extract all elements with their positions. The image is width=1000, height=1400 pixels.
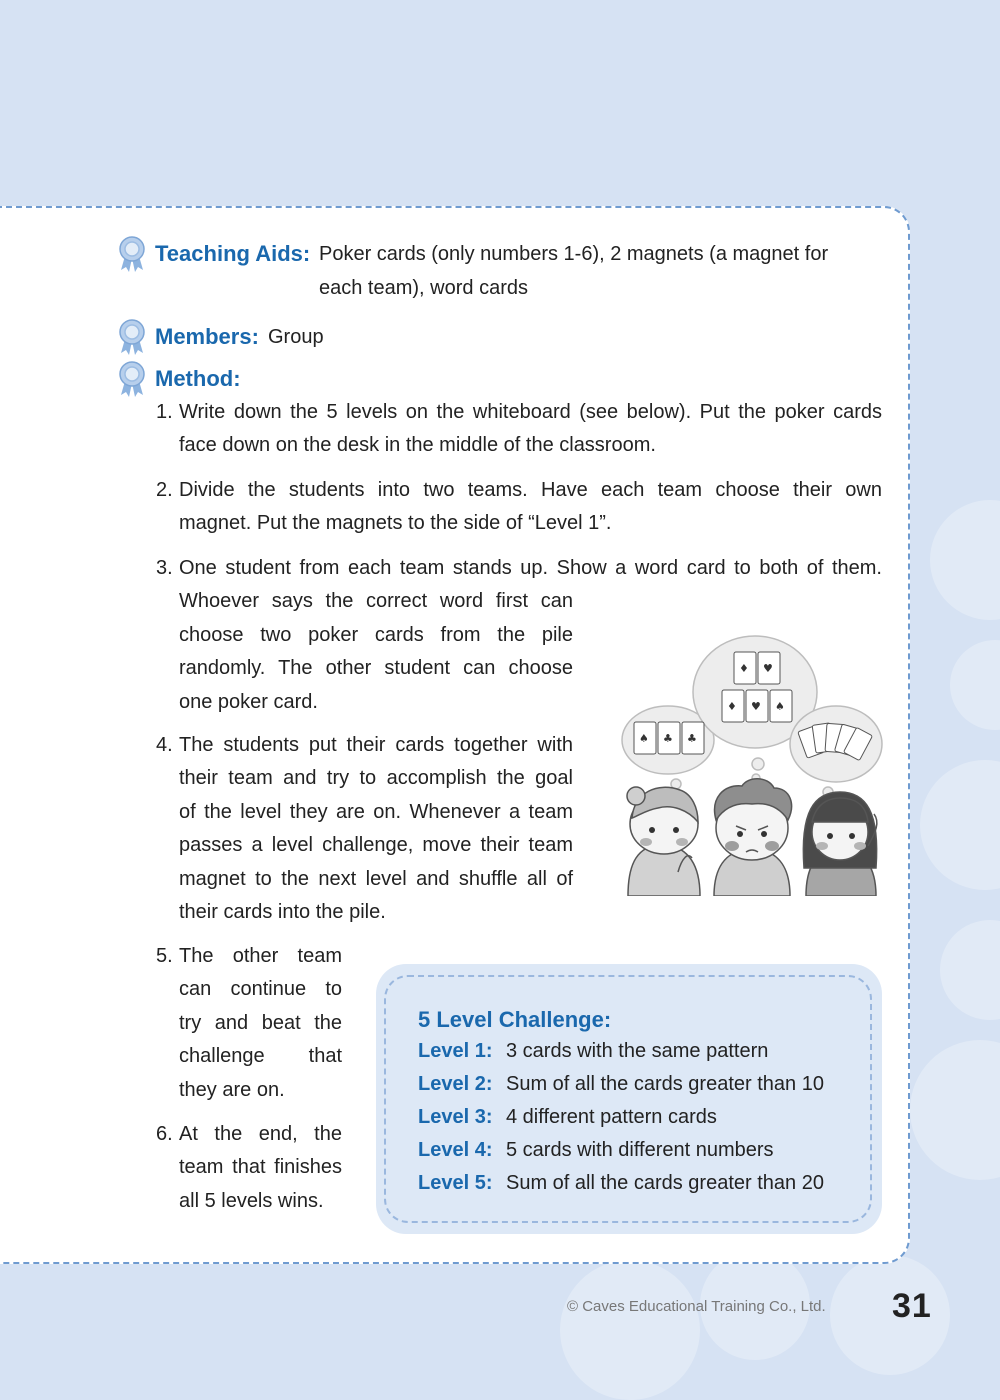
step-line: One student from each team stands up. Show a word card to both of them. xyxy=(179,557,882,579)
teaching-aids-label: Teaching Aids: xyxy=(155,241,311,266)
level-text: Sum of all the cards greater than 20 xyxy=(506,1172,824,1194)
step-line: At the end, the xyxy=(179,1123,342,1145)
step-line: face down on the desk in the middle of the classroom. xyxy=(179,434,656,457)
step-number: 6. xyxy=(156,1123,173,1145)
teaching-aids-line-2: each team), word cards xyxy=(319,277,528,299)
background-bubble xyxy=(910,1040,1000,1180)
level-row xyxy=(418,1172,824,1195)
ribbon-award-icon xyxy=(116,234,148,274)
members-label: Members: xyxy=(155,324,259,349)
level-row xyxy=(418,1073,824,1096)
step-line: Divide the students into two teams. Have each team choose their own xyxy=(179,479,882,501)
step-4-text xyxy=(179,729,573,929)
step-6-text xyxy=(179,1118,342,1218)
step-line: their team and try to accomplish the goal xyxy=(179,767,573,790)
step-5-text xyxy=(179,940,342,1107)
background-bubble xyxy=(930,500,1000,620)
kid-left xyxy=(627,787,700,896)
level-key: Level 5: xyxy=(418,1172,493,1194)
step-line: their cards into the pile. xyxy=(179,901,386,924)
kids-thinking-illustration xyxy=(618,632,884,896)
level-row xyxy=(418,1106,717,1129)
method-label: Method: xyxy=(155,366,241,391)
level-row xyxy=(418,1139,774,1162)
step-line: Whoever says the correct word first can xyxy=(179,590,573,613)
step-line: they are on. xyxy=(179,1078,285,1101)
step-line: can continue to xyxy=(179,978,342,1001)
step-line: one poker card. xyxy=(179,690,318,713)
step-line: all 5 levels wins. xyxy=(179,1189,324,1212)
step-line: The other team xyxy=(179,945,342,967)
step-line: of the level they are on. Whenever a team xyxy=(179,800,573,823)
copyright-text: © Caves Educational Training Co., Ltd. xyxy=(567,1298,826,1315)
step-line: team that finishes xyxy=(179,1156,342,1179)
background-bubble xyxy=(560,1260,700,1400)
step-number: 3. xyxy=(156,557,173,579)
step-number: 2. xyxy=(156,479,173,501)
level-text: Sum of all the cards greater than 10 xyxy=(506,1073,824,1095)
step-number: 5. xyxy=(156,945,173,967)
kid-right xyxy=(803,792,877,896)
step-2-text xyxy=(179,474,882,541)
kid-middle xyxy=(714,779,792,896)
svg-text:♥: ♥ xyxy=(763,662,773,675)
level-key: Level 1: xyxy=(418,1040,493,1062)
svg-text:♣: ♣ xyxy=(663,732,673,745)
svg-text:♦: ♦ xyxy=(727,700,737,713)
ribbon-award-icon xyxy=(116,317,148,357)
level-text: 5 cards with different numbers xyxy=(506,1139,774,1161)
step-1-text xyxy=(179,396,882,463)
step-line: choose two poker cards from the pile xyxy=(179,623,573,646)
background-bubble xyxy=(920,760,1000,890)
background-bubble xyxy=(940,920,1000,1020)
background-bubble xyxy=(830,1255,950,1375)
svg-text:♠: ♠ xyxy=(639,732,649,745)
level-key: Level 2: xyxy=(418,1073,493,1095)
svg-text:♣: ♣ xyxy=(687,732,697,745)
members-value: Group xyxy=(268,326,324,348)
step-line: challenge that xyxy=(179,1045,342,1068)
step-line: passes a level challenge, move their team xyxy=(179,834,573,857)
level-key: Level 4: xyxy=(418,1139,493,1161)
svg-text:♠: ♠ xyxy=(775,700,785,713)
step-line: magnet. Put the magnets to the side of “Level 1”. xyxy=(179,512,612,535)
step-number: 4. xyxy=(156,734,173,756)
level-text: 3 cards with the same pattern xyxy=(506,1040,769,1062)
level-challenge-title: 5 Level Challenge: xyxy=(418,1007,612,1032)
background-bubble xyxy=(950,640,1000,730)
teaching-aids-line-1: Poker cards (only numbers 1-6), 2 magnets (a magnet for xyxy=(319,243,829,265)
page-number: 31 xyxy=(892,1287,932,1325)
step-line: try and beat the xyxy=(179,1011,342,1034)
level-text: 4 different pattern cards xyxy=(506,1106,717,1128)
step-number: 1. xyxy=(156,401,173,423)
svg-text:♦: ♦ xyxy=(739,662,749,675)
step-line: The students put their cards together with xyxy=(179,734,573,756)
svg-text:♥: ♥ xyxy=(751,700,761,713)
level-row xyxy=(418,1040,768,1063)
level-key: Level 3: xyxy=(418,1106,493,1128)
step-line: Write down the 5 levels on the whiteboard (see below). Put the poker cards xyxy=(179,401,882,423)
step-line: magnet to the next level and shuffle all of xyxy=(179,867,573,890)
step-line: randomly. The other student can choose xyxy=(179,657,573,680)
ribbon-award-icon xyxy=(116,359,148,399)
